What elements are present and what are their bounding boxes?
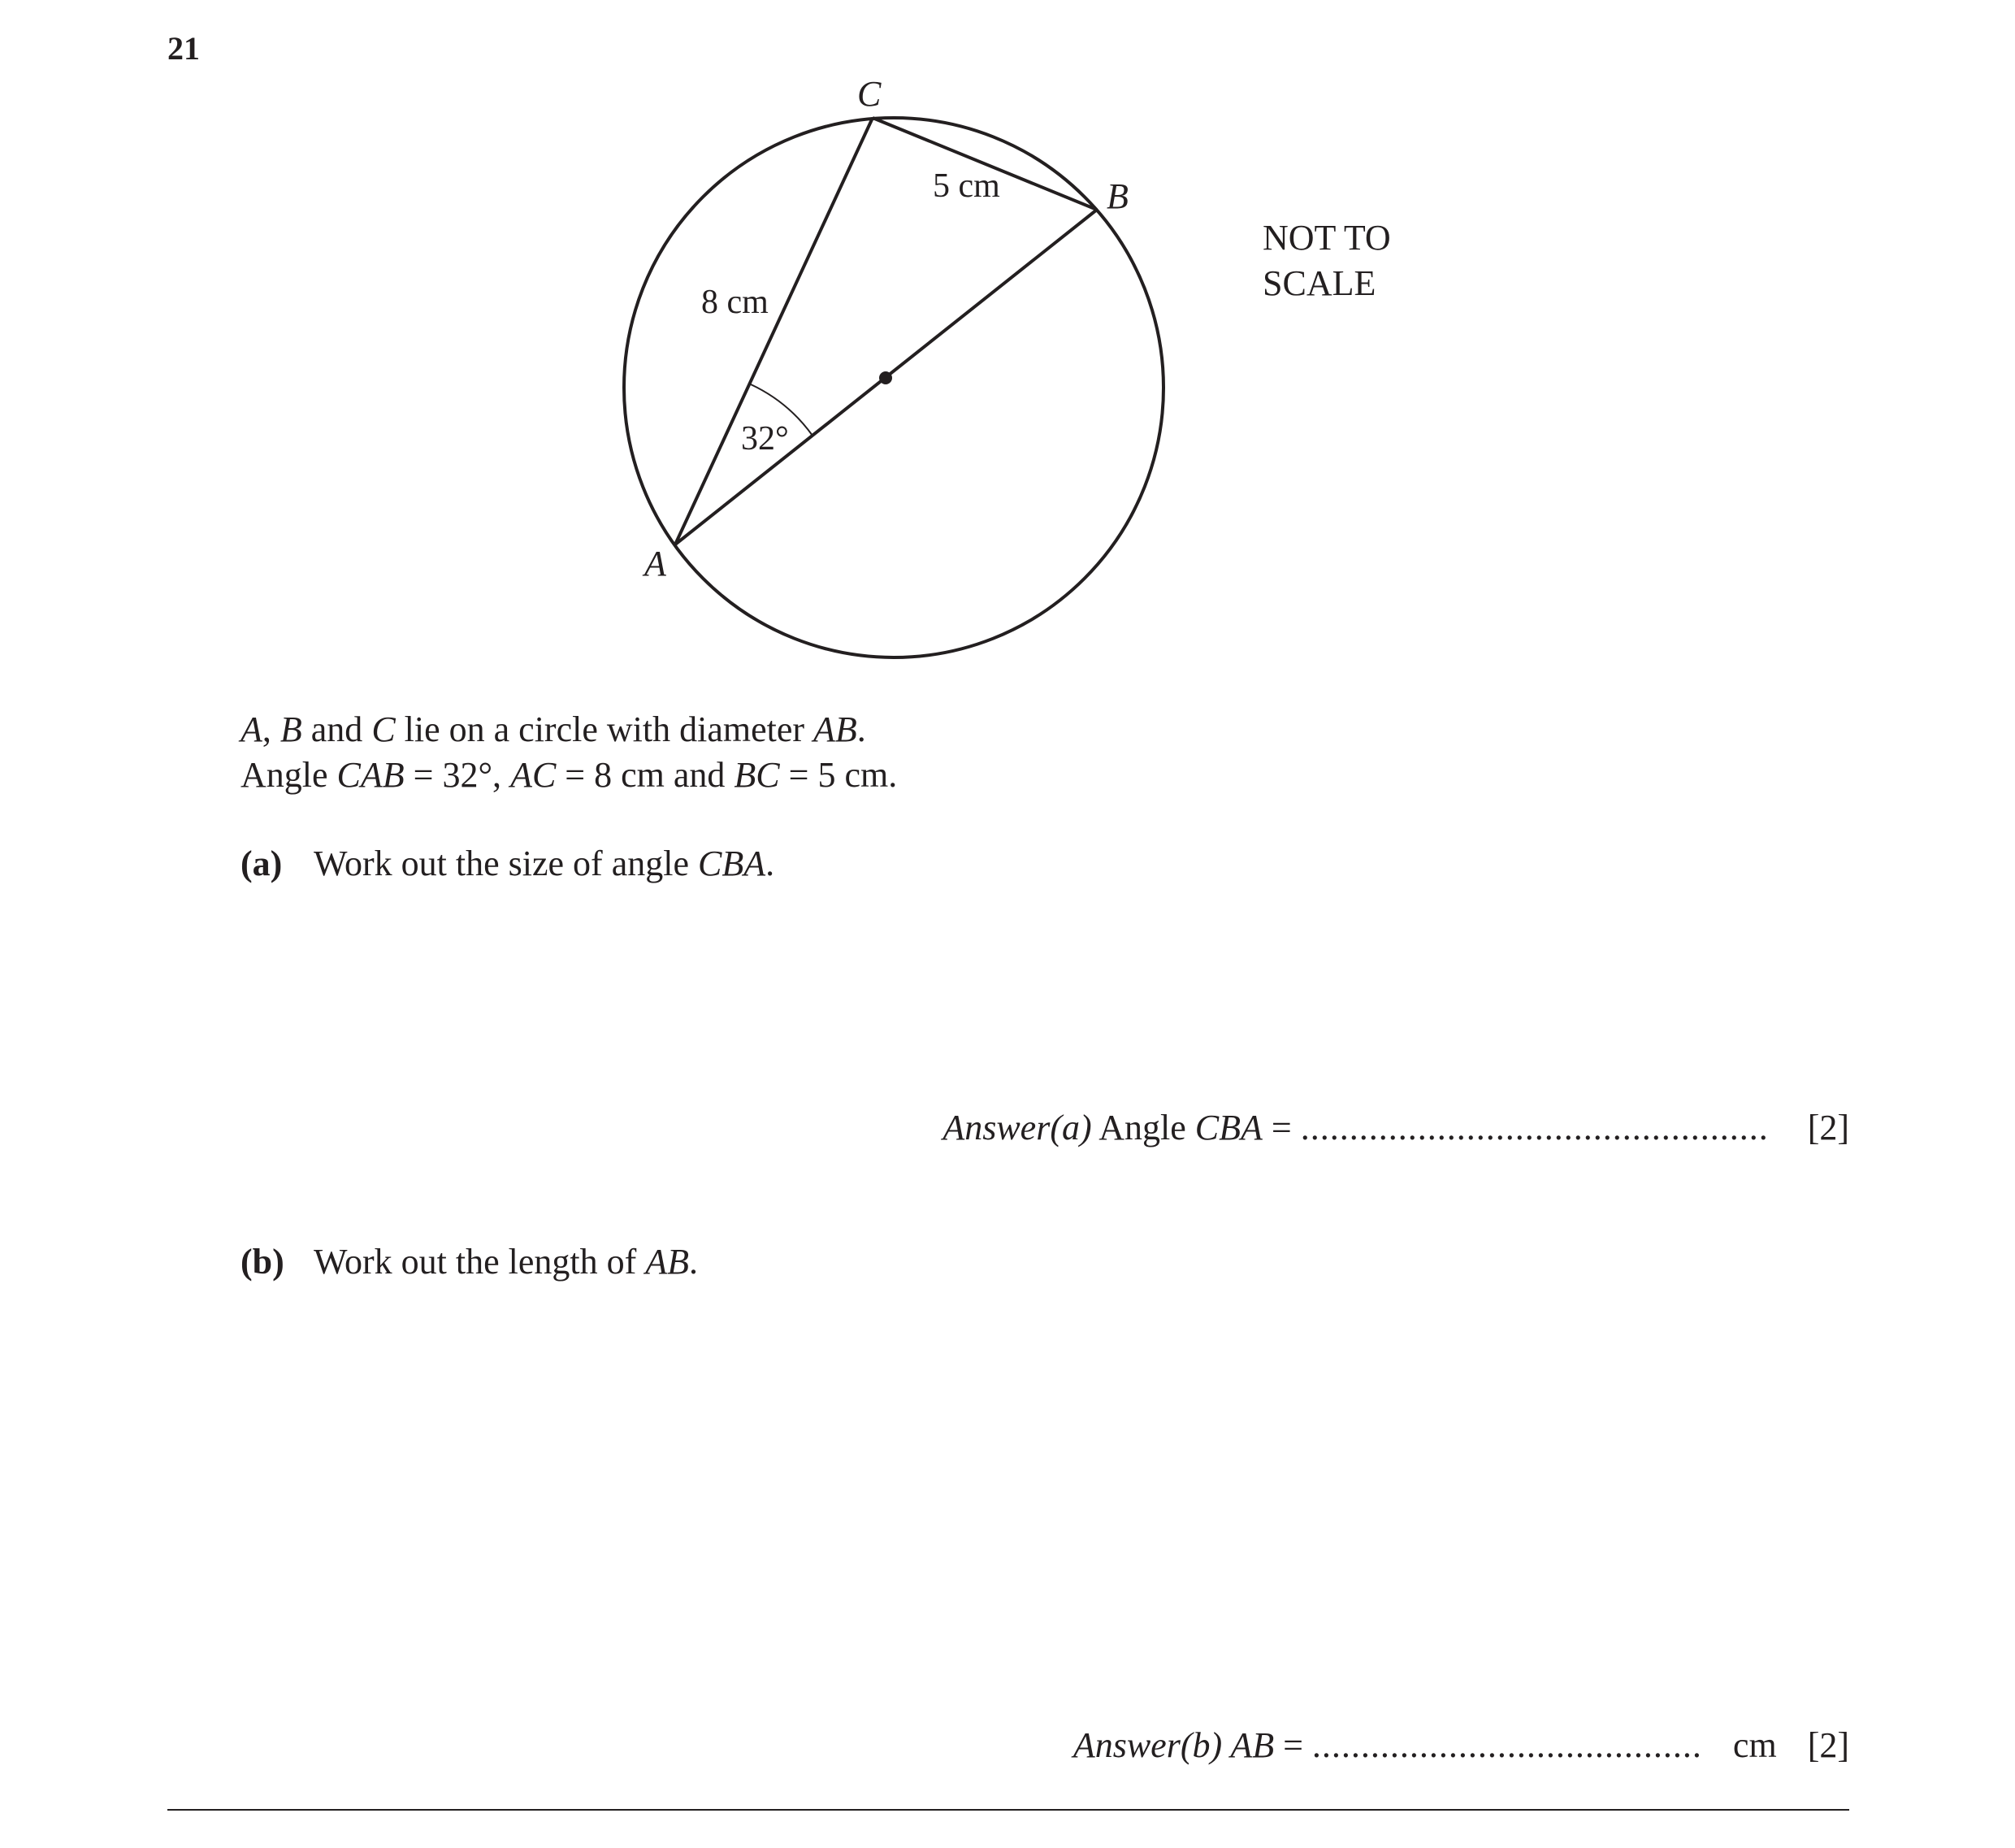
answer-b-unit: cm: [1732, 1725, 1777, 1765]
part-b-question: [240, 1239, 698, 1285]
label-side-ac: 8 cm: [701, 284, 769, 321]
label-point-c: C: [857, 74, 882, 114]
text-run: Angle: [1091, 1108, 1195, 1147]
text-run: CBA: [697, 844, 766, 883]
part-a-text: [314, 844, 774, 883]
answer-b-line: [1073, 1723, 1849, 1768]
answer-a-marks: [2]: [1807, 1108, 1849, 1147]
text-run: C: [371, 709, 396, 749]
text-run: Answer(b) AB: [1072, 1725, 1275, 1765]
centre-point: [879, 371, 892, 384]
text-run: Work out the size of angle: [314, 844, 698, 883]
text-run: Answer(a): [942, 1108, 1092, 1147]
text-run: = 8 cm and: [556, 755, 734, 795]
part-b-text: [314, 1242, 698, 1282]
text-run: ,: [262, 709, 280, 749]
text-run: = 5 cm.: [779, 755, 898, 795]
text-run: AB: [813, 709, 857, 749]
text-run: AC: [510, 755, 557, 795]
text-run: .: [856, 709, 866, 749]
text-run: = 32°,: [404, 755, 511, 795]
page-rule: [167, 1809, 1849, 1811]
circle: [624, 118, 1164, 657]
text-run: AB: [645, 1242, 690, 1282]
text-run: Work out the length of: [314, 1242, 646, 1282]
text-run: BC: [734, 755, 780, 795]
text-run: CBA: [1194, 1108, 1263, 1147]
answer-b-prompt: [1073, 1725, 1312, 1765]
part-a-question: [240, 841, 774, 887]
stem-line-1: [240, 707, 897, 753]
answer-a-line: [942, 1105, 1849, 1151]
note-line: NOT TO: [1263, 218, 1391, 258]
answer-b-field[interactable]: ........................................: [1311, 1725, 1702, 1765]
label-side-bc: 5 cm: [933, 167, 1000, 205]
text-run: B: [280, 709, 302, 749]
label-point-b: B: [1107, 176, 1129, 216]
answer-a-field[interactable]: ................................................: [1300, 1108, 1769, 1147]
part-a-label: (a): [240, 844, 283, 883]
answer-b-marks: [2]: [1807, 1725, 1849, 1765]
answer-a-prompt: [942, 1108, 1300, 1147]
segment-ac: [675, 118, 873, 544]
question-stem: [240, 707, 897, 798]
text-run: CAB: [336, 755, 405, 795]
note-line: SCALE: [1263, 263, 1376, 303]
text-run: .: [689, 1242, 699, 1282]
text-run: =: [1274, 1725, 1312, 1765]
text-run: Angle: [240, 755, 337, 795]
part-b-label: (b): [240, 1242, 284, 1282]
text-run: =: [1262, 1108, 1301, 1147]
text-run: A: [240, 709, 262, 749]
not-to-scale-note: [1263, 215, 1391, 306]
label-angle-cab: 32°: [741, 420, 789, 458]
text-run: .: [765, 844, 775, 883]
text-run: and: [301, 709, 372, 749]
text-run: lie on a circle with diameter: [395, 709, 814, 749]
label-point-a: A: [644, 544, 666, 583]
circle-diagram: [0, 0, 2015, 699]
question-number: 21: [167, 30, 200, 67]
stem-line-2: [240, 753, 897, 798]
